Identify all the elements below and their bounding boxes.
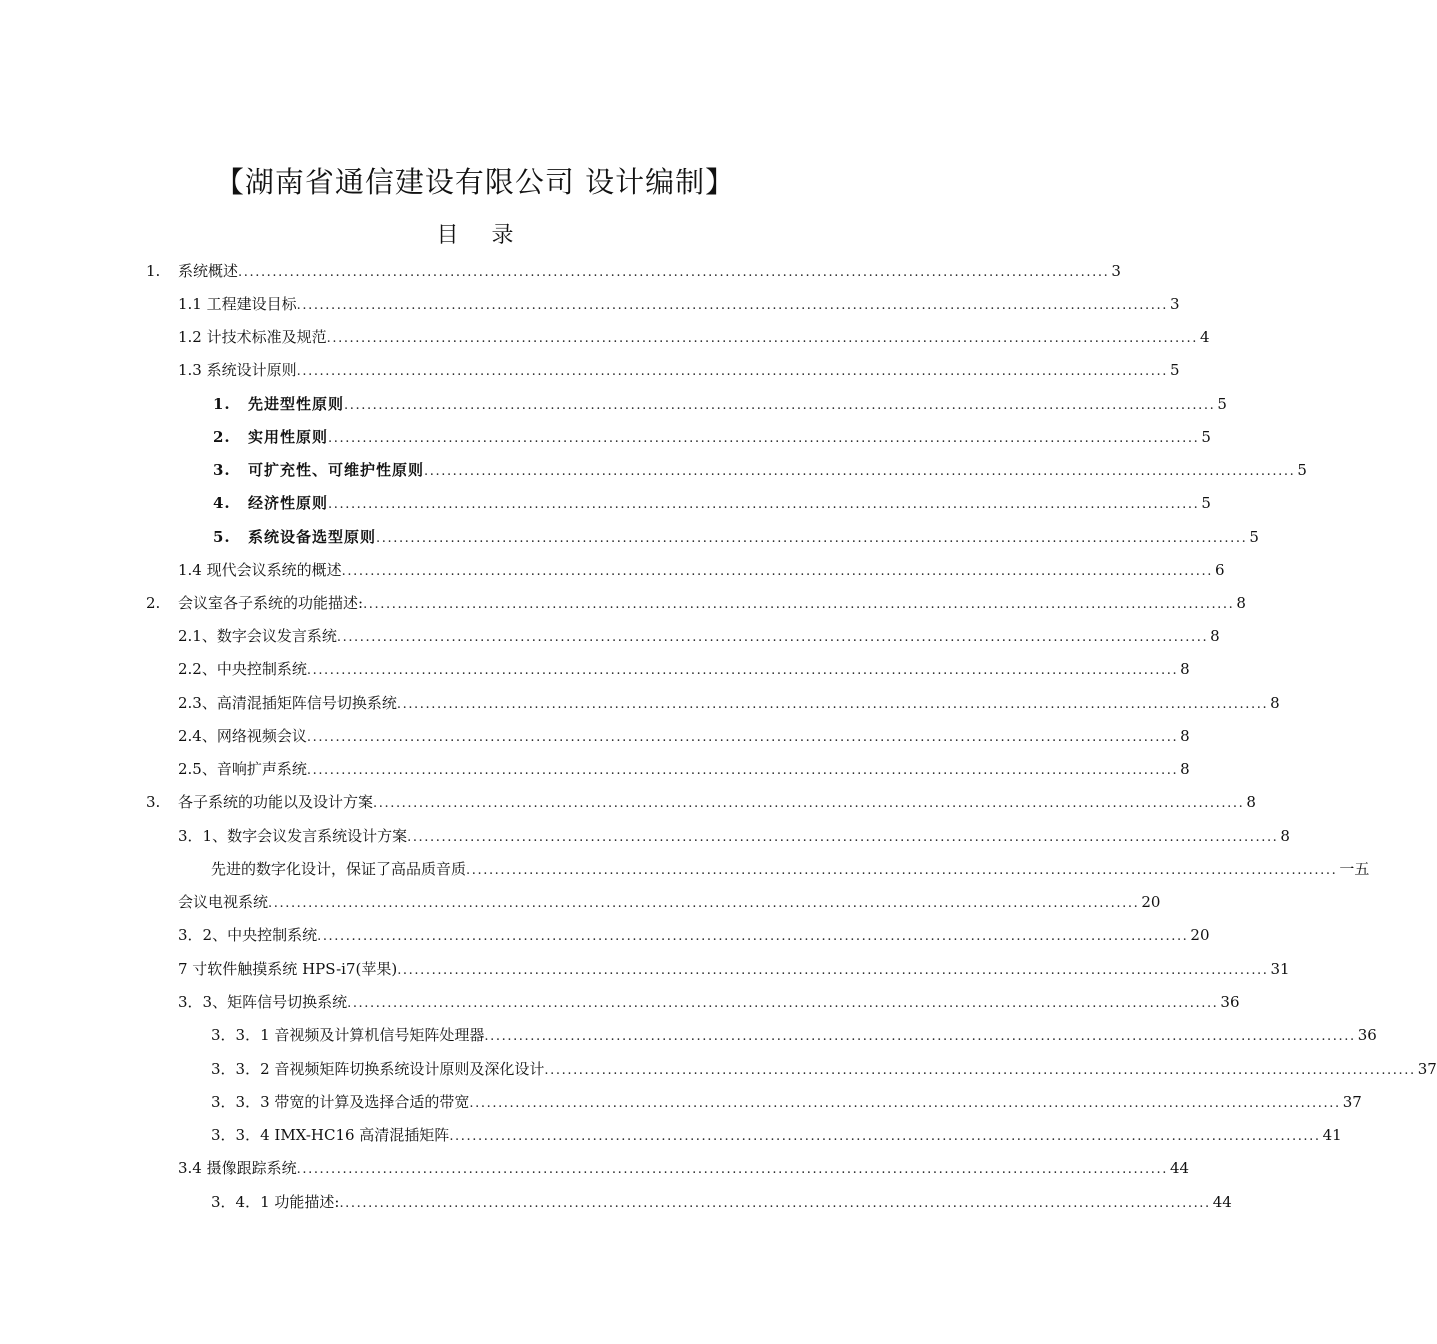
toc-entry[interactable] xyxy=(178,958,1290,980)
toc-leader-dots: ........................................................................................................................................................ xyxy=(544,1063,1416,1078)
toc-entry-text: 1.4 现代会议系统的概述 xyxy=(178,561,342,579)
toc-entry[interactable] xyxy=(178,825,1290,847)
toc-entry-page: 6 xyxy=(1214,561,1225,579)
toc-entry-page: 8 xyxy=(1246,793,1256,811)
toc-entry-page: 20 xyxy=(1141,893,1161,911)
toc-entry-number: 5. xyxy=(213,528,231,546)
toc-leader-dots: ........................................................................................................................................................ xyxy=(373,796,1245,811)
toc-leader-dots: ........................................................................................................................................................ xyxy=(306,763,1179,778)
toc-entry-page: 8 xyxy=(1210,627,1220,645)
toc-entry[interactable] xyxy=(146,592,1246,614)
toc-leader-dots: ........................................................................................................................................................ xyxy=(469,1096,1341,1111)
toc-entry[interactable] xyxy=(178,625,1220,647)
toc-leader-dots: ........................................................................................................................................................ xyxy=(296,1162,1168,1177)
toc-entry-page: 8 xyxy=(1236,594,1246,612)
toc-entry-text: 先进的数字化设计，保证了高品质音质 xyxy=(211,860,467,878)
toc-entry-page: 41 xyxy=(1322,1126,1342,1144)
toc-entry[interactable] xyxy=(211,1091,1362,1113)
toc-entry-page: 44 xyxy=(1212,1193,1232,1211)
toc-leader-dots: ........................................................................................................................................................ xyxy=(296,298,1168,313)
toc-entry-text: 实用性原则 xyxy=(248,428,329,446)
toc-entry-page: 4 xyxy=(1199,328,1210,346)
toc-entry-text: 3．3．3 带宽的计算及选择合适的带宽 xyxy=(211,1093,470,1111)
toc-entry-number: 3. xyxy=(213,461,231,479)
toc-leader-dots: ........................................................................................................................................................ xyxy=(341,564,1213,579)
toc-entry-text: 会议电视系统 xyxy=(178,893,269,911)
toc-entry-page: 5 xyxy=(1217,395,1227,413)
toc-entry[interactable] xyxy=(213,492,1211,514)
toc-entry-text: 会议室各子系统的功能描述: xyxy=(178,594,364,612)
toc-entry-text: 1.3 系统设计原则 xyxy=(178,361,297,379)
toc-entry-page: 一五 xyxy=(1339,860,1370,878)
toc-entry[interactable] xyxy=(178,1157,1190,1179)
toc-entry-text: 1.1 工程建设目标 xyxy=(178,295,297,313)
toc-entry[interactable] xyxy=(178,891,1161,913)
toc-entry-text: 3．4．1 功能描述: xyxy=(211,1193,340,1211)
toc-leader-dots: ........................................................................................................................................................ xyxy=(296,364,1168,379)
toc-entry-page: 36 xyxy=(1357,1026,1377,1044)
toc-entry[interactable] xyxy=(211,858,1370,880)
toc-entry-text: 3.4 摄像跟踪系统 xyxy=(178,1159,297,1177)
toc-entry[interactable] xyxy=(213,393,1227,415)
toc-entry-page: 5 xyxy=(1201,494,1211,512)
toc-entry-page: 8 xyxy=(1270,694,1280,712)
toc-entry-page: 5 xyxy=(1297,461,1307,479)
toc-entry-page: 44 xyxy=(1169,1159,1190,1177)
toc-leader-dots: ........................................................................................................................................................ xyxy=(484,1029,1356,1044)
toc-entry[interactable] xyxy=(211,1124,1342,1146)
toc-entry-page: 3 xyxy=(1111,262,1121,280)
toc-entry[interactable] xyxy=(178,658,1190,680)
toc-entry-page: 5 xyxy=(1201,428,1211,446)
toc-entry-page: 3 xyxy=(1169,295,1180,313)
toc-leader-dots: ........................................................................................................................................................ xyxy=(306,663,1179,678)
toc-entry-number: 2. xyxy=(213,428,231,446)
toc-entry-number: 3. xyxy=(146,793,161,811)
toc-entry-page: 36 xyxy=(1220,993,1240,1011)
toc-entry-page: 8 xyxy=(1280,827,1290,845)
toc-entry-page: 8 xyxy=(1180,660,1190,678)
toc-entry-text: 2.5、音响扩声系统 xyxy=(178,760,307,778)
toc-entry[interactable] xyxy=(213,459,1307,481)
toc-leader-dots: ........................................................................................................................................................ xyxy=(317,929,1189,944)
toc-entry-text: 2.1、数字会议发言系统 xyxy=(178,627,337,645)
toc-entry-page: 5 xyxy=(1249,528,1259,546)
toc-entry-text: 3．1、数字会议发言系统设计方案 xyxy=(178,827,408,845)
toc-entry-page: 37 xyxy=(1417,1060,1437,1078)
toc-entry-page: 31 xyxy=(1270,960,1290,978)
toc-entry[interactable] xyxy=(178,326,1210,348)
toc-entry[interactable] xyxy=(178,559,1225,581)
toc-leader-dots: ........................................................................................................................................................ xyxy=(238,265,1110,280)
toc-entry-text: 3．3、矩阵信号切换系统 xyxy=(178,993,348,1011)
toc-leader-dots: ........................................................................................................................................................ xyxy=(449,1129,1321,1144)
toc-entry-text: 7 寸软件触摸系统 HPS-i7(苹果) xyxy=(178,960,398,978)
toc-entry[interactable] xyxy=(178,758,1190,780)
toc-entry-text: 2.4、网络视频会议 xyxy=(178,727,307,745)
toc-leader-dots: ........................................................................................................................................................ xyxy=(344,398,1216,413)
toc-entry-text: 经济性原则 xyxy=(248,494,329,512)
toc-entry[interactable] xyxy=(211,1024,1377,1046)
toc-entry[interactable] xyxy=(178,725,1190,747)
toc-entry-text: 系统概述 xyxy=(178,262,239,280)
toc-entry[interactable] xyxy=(178,924,1210,946)
toc-leader-dots: ........................................................................................................................................................ xyxy=(466,863,1338,878)
toc-leader-dots: ........................................................................................................................................................ xyxy=(328,431,1200,446)
toc-entry-page: 5 xyxy=(1169,361,1180,379)
toc-entry-text: 2.3、高清混插矩阵信号切换系统 xyxy=(178,694,397,712)
toc-leader-dots: ........................................................................................................................................................ xyxy=(363,597,1235,612)
toc-leader-dots: ........................................................................................................................................................ xyxy=(396,697,1269,712)
toc-entry-text: 3．3．2 音视频矩阵切换系统设计原则及深化设计 xyxy=(211,1060,545,1078)
toc-entry-number: 1. xyxy=(213,395,231,413)
toc-entry-text: 3．2、中央控制系统 xyxy=(178,926,318,944)
toc-leader-dots: ........................................................................................................................................................ xyxy=(347,996,1219,1011)
toc-leader-dots: ........................................................................................................................................................ xyxy=(328,497,1200,512)
toc-leader-dots: ........................................................................................................................................................ xyxy=(376,531,1248,546)
toc-leader-dots: ........................................................................................................................................................ xyxy=(268,896,1140,911)
toc-entry-text: 可扩充性、可维护性原则 xyxy=(248,461,425,479)
toc-entry[interactable] xyxy=(213,426,1211,448)
page-title: 【湖南省通信建设有限公司 设计编制】 xyxy=(214,165,736,199)
toc-leader-dots: ........................................................................................................................................................ xyxy=(336,630,1209,645)
toc-entry-number: 1. xyxy=(146,262,161,280)
toc-leader-dots: ........................................................................................................................................................ xyxy=(326,331,1198,346)
toc-entry-text: 系统设备选型原则 xyxy=(248,528,377,546)
toc-entry[interactable] xyxy=(146,791,1256,813)
toc-entry-text: 1.2 计技术标准及规范 xyxy=(178,328,327,346)
toc-entry-text: 各子系统的功能以及设计方案 xyxy=(178,793,374,811)
toc-entry[interactable] xyxy=(178,692,1280,714)
toc-entry-page: 20 xyxy=(1190,926,1210,944)
toc-leader-dots: ........................................................................................................................................................ xyxy=(407,830,1279,845)
toc-entry-page: 37 xyxy=(1342,1093,1362,1111)
toc-entry-page: 8 xyxy=(1180,760,1190,778)
toc-entry-text: 3．3．4 IMX-HC16 高清混插矩阵 xyxy=(211,1126,450,1144)
toc-entry[interactable] xyxy=(178,991,1240,1013)
toc-entry[interactable] xyxy=(178,293,1180,315)
toc-entry[interactable] xyxy=(178,359,1180,381)
toc-leader-dots: ........................................................................................................................................................ xyxy=(306,730,1179,745)
toc-heading: 目 录 xyxy=(436,223,514,248)
toc-entry-text: 2.2、中央控制系统 xyxy=(178,660,307,678)
toc-leader-dots: ........................................................................................................................................................ xyxy=(339,1196,1211,1211)
toc-entry[interactable] xyxy=(146,260,1121,282)
toc-leader-dots: ........................................................................................................................................................ xyxy=(424,464,1296,479)
toc-entry-text: 先进型性原则 xyxy=(248,395,345,413)
toc-entry-number: 4. xyxy=(213,494,231,512)
toc-entry[interactable] xyxy=(213,526,1259,548)
toc-entry-number: 2. xyxy=(146,594,161,612)
toc-entry-text: 3．3．1 音视频及计算机信号矩阵处理器 xyxy=(211,1026,485,1044)
toc-entry[interactable] xyxy=(211,1058,1437,1080)
toc-leader-dots: ........................................................................................................................................................ xyxy=(397,963,1269,978)
toc-entry-page: 8 xyxy=(1180,727,1190,745)
toc-entry[interactable] xyxy=(211,1191,1232,1213)
